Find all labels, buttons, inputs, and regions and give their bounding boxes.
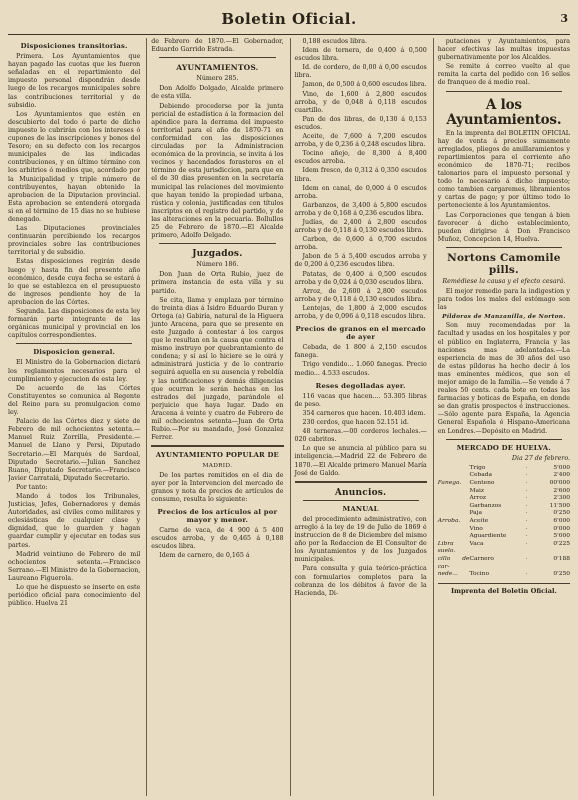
section-heading: Disposicion general. — [33, 348, 116, 357]
table-row — [438, 518, 570, 526]
paragraph: 48 terneras.—00 corderos lechales.—020 cabritos. — [294, 428, 427, 444]
section-heading: Disposiciones transitorias. — [20, 42, 128, 50]
paragraph: Carbon, de 0,600 á 0,700 escudos arroba. — [294, 236, 427, 252]
paragraph: El Ministro de la Gobernacion dictará los reglamentos necesarios para el cumplimiento y ejecucion de esta ley. — [8, 359, 141, 383]
newspaper-title: Boletin Oficial. — [221, 10, 357, 28]
market-group: nede... — [437, 571, 458, 578]
table-row — [438, 472, 570, 480]
market-price: 0'250 — [553, 571, 570, 578]
paragraph: Palacio de las Córtes diez y siete de Febrero de mil ochocientos setenta.—Manuel Ruiz Zorrilla, Presidente.—Manuel de Llano y Persi, Diputado Secretario.—El Marqués de Sardoal, Diputado Secretario.—Julian Sanchez Ruano, Diputado Secretario.—Francisco Javier Carratalá, Diputado Secretario. — [8, 418, 141, 482]
divider — [446, 91, 562, 92]
paragraphs — [438, 130, 570, 244]
paragraph: Idem de carnero, de 0,165 á — [159, 552, 250, 560]
paragraph: Judías, de 2,400 á 2,800 escudos arroba y de 0,118 á 0,130 escudos libra. — [294, 218, 427, 235]
paragraph: Aceite, de 7,600 á 7,200 escudos arroba, y de 0,236 á 0,248 escudos libra. — [294, 133, 427, 149]
paragraph: Patatas, de 0,400 á 0,500 escudos arroba y de 0,024 á 0,030 escudos libra. — [294, 270, 427, 286]
paragraph: Jabon de 5 á 5,400 escudos arroba y de 0,200 á 0,236 escudos libra. — [294, 253, 427, 269]
market-brace: · — [525, 571, 528, 578]
market-price: 0'225 — [553, 540, 570, 547]
paragraph: Arroz, de 2,600 á 2,800 escudos arroba y de 0,118 á 0,130 escudos libra. — [294, 287, 427, 303]
divider — [151, 445, 283, 447]
market-group — [438, 533, 470, 541]
market-item: Vino — [469, 525, 483, 532]
paragraph: Cebada, de 1 800 á 2,150 escudos fanega. — [294, 344, 427, 360]
table-row — [438, 480, 570, 488]
paragraph: 354 carneros que hacen. 10.403 idem. — [302, 409, 426, 417]
paragraph: Se cita, llama y emplaza por término de treinta dias á Isidro Eduardo Duran y Ortega (a) Gabiría, natural de la Higuera junto Aracena, para que se presente en este Juzgado á contestar á los cargos que le resultan en la causa que contra el mismo instruyo por quebrantamiento de condena; y si así lo hiciere se le oirá y administrará justicia y de lo contrario seguirá aquella en su ausencia y rebeldía y las notificaciones y demás diligencias que ocurran le serán hechas en los estrados del juzgado, parándole el perjuicio que haya lugar. Dado en Aracena á veinte y cuatro de Febrero de mil ochocientos setenta—Juan de Orta Rubio.—Por su mandado, José Gonzalez Ferrer. — [151, 296, 284, 442]
paragraphs — [151, 472, 283, 504]
market-price: 6'000 — [553, 518, 570, 524]
paragraphs — [151, 85, 283, 240]
column-1 — [8, 38, 140, 796]
market-item: Aguardiente — [469, 533, 507, 540]
market-group — [438, 510, 470, 518]
paragraphs — [8, 359, 140, 608]
paragraph: Las Corporaciones que tengan á bien favorecer á dicho establecimiento, pueden dirigirse á Don Francisco Muñoz, Concepcion 14, Huelva. — [437, 211, 570, 243]
paragraph: Don Adolfo Dolgado, Alcalde primero de esta villa. — [151, 85, 284, 101]
table-row — [438, 495, 570, 503]
ad-product: Píldoras de Manzanilla, de Norton. — [442, 314, 566, 321]
table-row — [438, 465, 570, 473]
section-heading: AYUNTAMIENTOS. — [176, 63, 259, 73]
page-number: 3 — [560, 12, 568, 25]
market-item: Maiz — [469, 487, 485, 494]
market-brace: · — [525, 502, 528, 509]
paragraph: Son muy recomendadas por la facultad y usadas en los hospitales y por el público en Inglaterra, Francia y las naciones mas adelantadas.—La esperiencia de mas de 30 años del uso de estas píldoras ha hecho decir á los mas eminentes médicos, que son el mejor amigo de la familia.—Se vende á 7 reales 50 cents. cada bote en todas las farmacias y boticas de España, en donde se dan gratis prospectos é instrucciones.—Sólo agente para España, la Agencia General Española é Hispano-Americana en Londres.—Depósito en Madrid. — [437, 322, 570, 435]
market-group — [438, 488, 470, 496]
paragraphs — [295, 344, 427, 377]
paragraph: Trigo vendido... 1.060 fanegas. Precio medio... 4.533 escudos. — [294, 361, 427, 377]
paragraph: Don Juan de Orta Rubio, juez de primera instancia de esta villa y su partido. — [151, 271, 284, 295]
market-price: 0'188 — [553, 555, 570, 562]
market-brace: · — [525, 540, 528, 547]
paragraph: Carne de vaca, de 4 900 á 5 400 escudos arroba, y de 0,465 á 0,188 escudos libra. — [151, 527, 284, 551]
paragraph: Estas disposiciones regirán desde luego y hasta fin del presente año económico, desde cuya fecha se estará á lo que se establezca en el presupuesto de ingresos pendiente hoy de la aprobacion de las Córtes. — [8, 258, 141, 306]
market-brace: · — [525, 480, 528, 487]
section-heading: Anuncios. — [334, 487, 387, 498]
market-group — [438, 472, 470, 480]
paragraph: Para consulta y guia teórico-práctica con formularios completos para la cobranza de los débitos á favor de la Hacienda, Di- — [294, 565, 427, 597]
paragraph: Vino, de 1,600 á 2,800 escudos arroba, y de 0,048 á 0,118 escudos cuartillo. — [294, 90, 427, 114]
market-brace: · — [525, 487, 528, 494]
divider — [303, 500, 419, 501]
market-prices-table — [438, 465, 570, 579]
imprint: Imprenta del Boletin Oficial. — [438, 583, 570, 595]
market-item: Garbanzos — [469, 502, 502, 509]
table-row — [438, 533, 570, 541]
market-price: 11'500 — [549, 502, 570, 509]
market-brace: · — [525, 518, 528, 524]
notice-number: Número 285. — [196, 75, 239, 83]
paragraph: Lo que se anuncia al público para su inteligencia.—Madrid 22 de Febrero de 1870.—El Alcalde primero Manuel María José de Galdo. — [294, 445, 427, 477]
section-heading: Nortons Camomile pills. — [447, 251, 561, 276]
market-date: Dia 27 de febrero. — [511, 454, 570, 462]
section-heading: A los Ayuntamientos. — [446, 96, 562, 128]
market-item: Centeno — [469, 480, 495, 487]
section-heading: Precios de los artículos al por mayor y menor. — [157, 507, 278, 524]
paragraph: Idem fresco, de 0,312 á 0,350 escudos libra. — [294, 167, 427, 183]
table-row — [438, 526, 570, 534]
paragraphs — [295, 516, 427, 598]
paragraph: Debiendo procederse por la junta pericial de estadística á la formacion del apéndice para la derrama del impuesto territorial para el año de 1870-71 en conformidad con las disposiciones circuladas por la Administracion económica de la provincia, se invita á los vecinos y hacendados forasteros en el término de esta jurisdiccion, para que en el de 30 dias presenten en la secretaría municipal las relaciones del movimiento que hayan tenido la propiedad urbana, rústica y colonia, justificadas con títulos inscriptos en el registro del partido, y de las alteraciones en la pecuaria. Bollullos 25 de Febrero de 1870.—El Alcalde primero, Adolfo Delgado. — [151, 102, 284, 240]
market-item: Aceite — [469, 518, 489, 524]
paragraph: Jamon, de 0,500 á 0,600 escudos libra. — [302, 81, 427, 89]
paragraph: Garbanzos, de 3,400 á 5,800 escudos arroba y de 0,168 á 0,236 escudos libra. — [294, 201, 427, 217]
divider — [159, 57, 275, 58]
paragraph: En la imprenta del BOLETIN OFICIAL hay de venta á precios sumamente arreglados, pliegos de amillaramientos y repartimientos para el corriente año económico de 1870-71; recibos talonarios para el impuesto personal y todo lo necesario á dicho impuesto; como tambien cargaremes, libramientos y cartas de pago; y por último todo lo perteneciente á los Ayuntamientos. — [437, 129, 570, 210]
paragraph: De acuerdo de las Córtes Constituyentes se comunica al Regente del Reino para su promulgacion como ley. — [8, 384, 141, 417]
divider — [446, 439, 562, 440]
market-brace: · — [525, 533, 528, 540]
paragraph: 0,188 escudos libra. — [302, 38, 367, 45]
paragraph: Los Ayuntamientos que estén en descubierto del todo ó parte de dicho impuesto lo cubrirán con los intereses ó cupones de las inscripciones y bonos del Tesoro; en su defecto con los recargos municipales de las indicadas contribuciones, y en último término con los arbitrios ó medios que, acordado por la Municipalidad y triple número de contribuyentes, hayan obtenido la aprobacion de la Diputacion provincial. Esta aprobacion se entenderá otorgada si en el término de 15 dias no se hubiese denegado. — [8, 110, 141, 223]
section-heading: Reses degolladas ayer. — [315, 381, 406, 390]
market-heading: MERCADO DE HUELVA. — [456, 443, 551, 452]
paragraph: Primera. Los Ayuntamientos que hayan pagado las cuotas que les fueron señaladas en el repartimiento del impuesto personal dispondrán desde luego de los recargos municipales sobre las contribuciones territorial y de subsidio. — [8, 53, 141, 109]
table-row — [438, 488, 570, 496]
market-group — [438, 495, 470, 503]
market-group — [438, 465, 470, 473]
paragraph: del procedimiento administrativo, con arreglo á la ley de 19 de Julio de 1869 é instruccion de 8 de Diciembre del mismo año por la Redaccion de El Consultor de los Ayuntamientos y de los Juzgados municipales. — [294, 515, 427, 564]
table-row — [438, 571, 570, 579]
market-price: 5'000 — [553, 464, 570, 471]
market-group: cillo de car- — [437, 555, 470, 570]
paragraph: Las Diputaciones provinciales continuarán percibiendo los recargos provinciales sobre las contribuciones territorial y de subsidio. — [8, 225, 141, 257]
section-heading: AYUNTAMIENTO POPULAR DE — [155, 451, 279, 460]
paragraphs — [8, 53, 140, 340]
market-group — [438, 526, 470, 534]
paragraph: Lentejas, de 1,800 á 2,000 escudos arroba, y de 0,096 á 0,118 escudos libra. — [294, 304, 427, 320]
paragraph: Tocino añejo, de 8,300 á 8,400 escudos arroba. — [294, 150, 427, 166]
market-item: Cebada — [469, 472, 493, 479]
paragraph: Pan de dos libras, de 0,130 á 0,153 escudos. — [294, 115, 427, 131]
column-4 — [433, 38, 570, 796]
paragraphs — [295, 38, 427, 321]
divider — [159, 243, 275, 244]
market-price: 0'000 — [553, 525, 570, 532]
section-subheading: MADRID. — [202, 463, 233, 470]
table-row — [438, 556, 570, 571]
market-brace: · — [525, 472, 528, 479]
paragraph: 230 cerdos, que hacen 52.151 id. — [302, 419, 409, 427]
paragraph: Madrid veintiuno de Febrero de mil ochocientos setenta.—Francisco Serrano.—El Ministro de la Gobernacion, Laureano Figuerola. — [8, 550, 141, 582]
divider — [295, 481, 427, 483]
market-group: Arroba. — [437, 518, 461, 524]
market-group: Libra suelo. — [437, 540, 456, 555]
masthead — [8, 4, 570, 35]
section-heading: MANUAL — [342, 504, 379, 513]
paragraph: Mando á todos los Tribunales, Justicias, Jefes, Gobernadores y demás Autoridades, así civiles como militares y eclesiásticas de cualquier clase y dignidad, que lo guarden y hagan guardar cumplir y ejecutar en todas sus partes. — [8, 492, 141, 549]
market-item: Tocino — [469, 571, 490, 578]
paragraph: Idem de ternera, de 0,400 á 0,500 escudos libra. — [294, 47, 427, 63]
paragraph: putaciones y Ayuntamientos, para hacer efectivas las multas impuestas gubernativamente por los Alcaldes. — [437, 38, 570, 62]
market-price: 0'250 — [553, 510, 570, 517]
market-price: 2'300 — [553, 495, 570, 502]
paragraph: Por tanto: — [16, 483, 48, 491]
table-row — [438, 503, 570, 511]
market-price: 2'400 — [553, 472, 570, 479]
paragraph: de Febrero de 1870.—El Gobernador, Eduardo Garrido Estrada. — [151, 38, 284, 54]
market-price: 5'000 — [553, 533, 570, 540]
section-heading: Precios de granos en el mercado de ayer — [295, 325, 426, 342]
paragraph: Lo que he dispuesto se inserte en este periódico oficial para conocimiento del público. Huelva 21 — [8, 584, 141, 608]
market-brace: · — [525, 510, 528, 517]
market-brace: · — [525, 525, 528, 532]
paragraphs — [438, 288, 570, 312]
columns — [8, 38, 570, 796]
paragraph: 116 vacas que hacen.... 53.305 libras de peso. — [294, 392, 427, 408]
paragraphs — [438, 322, 570, 435]
market-item: Trigo — [469, 464, 486, 471]
column-3 — [290, 38, 427, 796]
paragraphs — [295, 393, 427, 478]
market-item: Arroz — [469, 495, 487, 502]
market-price: 2'600 — [553, 487, 570, 494]
paragraph: Id. de cordero, de 0,00 á 0,00 escudos libra. — [294, 64, 427, 80]
market-group — [438, 503, 470, 511]
paragraph: Segunda. Las disposiciones de esta ley formarán parte integrante de las orgánicas municipal y provincial en los capítulos correspondientes. — [8, 308, 141, 340]
divider — [16, 343, 132, 344]
market-item: Paja — [469, 510, 483, 517]
paragraph: Idem en canal, de 0,000 á 0 escudos arroba. — [294, 184, 427, 200]
paragraphs — [438, 38, 570, 88]
market-item: Carnero — [469, 555, 494, 562]
table-row — [438, 541, 570, 556]
section-heading: Juzgados. — [192, 249, 243, 260]
divider — [446, 247, 562, 248]
table-row — [438, 510, 570, 518]
paragraph: De los partes remitidos en el dia de ayer por la Intervencion del mercado de granos y nota de precios de artículos de consumo, resulta lo siguiente: — [151, 471, 284, 503]
notice-number: Número 186. — [196, 261, 239, 269]
paragraph: Se remite á correo vuelto al que remita la carta del pedido con 16 sellos de franqueo de á medio real. — [437, 63, 570, 87]
market-item: Vaca — [469, 540, 484, 547]
ad-tagline: Remédiese la causa y el efecto cesará. — [442, 277, 566, 285]
market-brace: · — [525, 464, 528, 471]
column-2 — [146, 38, 283, 796]
market-brace: · — [525, 555, 528, 562]
market-group: Fanega. — [437, 480, 462, 487]
market-brace: · — [525, 495, 528, 502]
market-price: 00'000 — [549, 480, 570, 487]
paragraphs — [151, 527, 283, 560]
paragraphs — [151, 271, 283, 442]
paragraph: El mejor remedio para la indigestion y para todos los males del estómago son las — [437, 287, 570, 312]
